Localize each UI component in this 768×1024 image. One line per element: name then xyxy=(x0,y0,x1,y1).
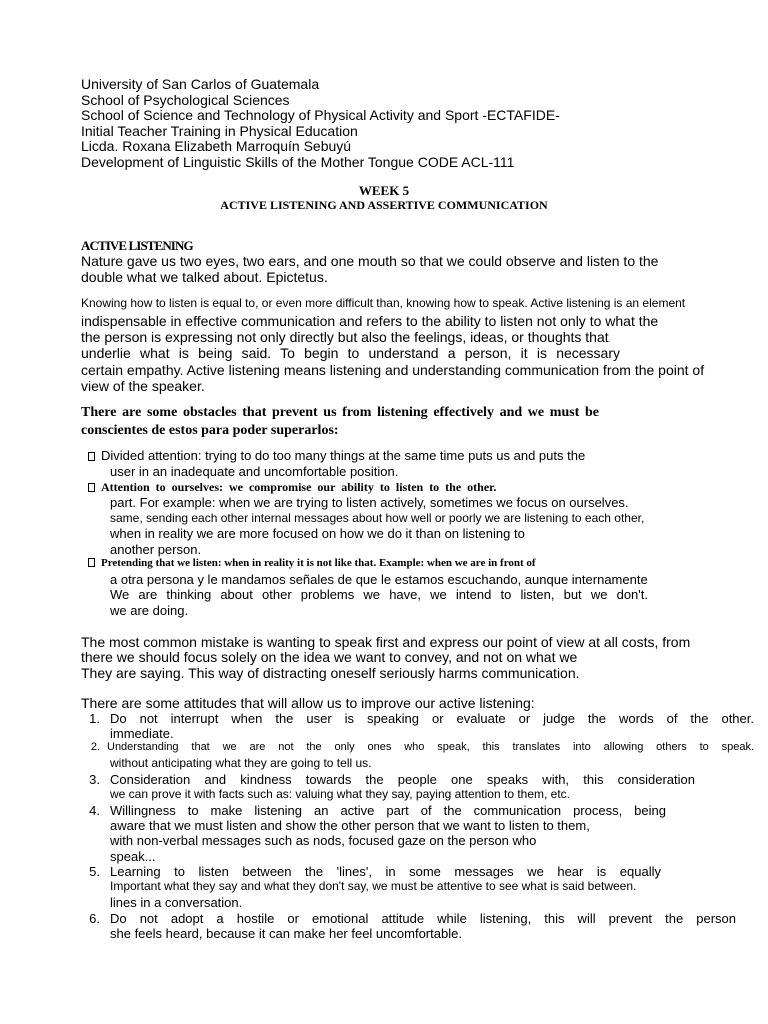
document-subtitle: ACTIVE LISTENING AND ASSERTIVE COMMUNICATION xyxy=(220,198,548,212)
checkbox-icon xyxy=(88,452,95,461)
obstacle-ourselves-line: another person. xyxy=(110,542,202,557)
attitude-line: immediate. xyxy=(110,726,174,741)
obstacle-pretending-heading: Pretending that we listen: when in reality it is not like that. Example: when we are in front of xyxy=(101,557,536,569)
obstacles-heading-line: conscientes de estos para poder superarlos: xyxy=(81,423,339,438)
intro-line: underlie what is being said. To begin to understand a person, it is necessary xyxy=(81,346,620,361)
attitude-line: with non-verbal messages such as nods, focused gaze on the person who xyxy=(110,833,537,848)
attitude-line: Important what they say and what they don't say, we must be attentive to see what is said between. xyxy=(110,879,637,893)
attitude-line: Willingness to make listening an active part of the communication process, being xyxy=(110,804,666,818)
intro-line: certain empathy. Active listening means listening and understanding communication from the point of xyxy=(81,362,705,378)
obstacle-ourselves xyxy=(88,481,496,493)
list-number: 4. xyxy=(89,803,100,818)
obstacle-ourselves-line: same, sending each other internal messages about how well or poorly we are listening to each other, xyxy=(110,511,645,525)
obstacle-divided xyxy=(88,449,585,462)
header-sub-school: School of Science and Technology of Physical Activity and Sport -ECTAFIDE- xyxy=(81,107,560,123)
obstacle-pretending-line: we are doing. xyxy=(110,603,189,618)
attitude-line: Do not adopt a hostile or emotional attitude while listening, this will prevent the person xyxy=(110,912,736,926)
header-university: University of San Carlos of Guatemala xyxy=(81,76,320,92)
mistake-line: there we should focus solely on the idea we want to convey, and not on what we xyxy=(81,649,578,665)
attitude-line: she feels heard, because it can make her feel uncomfortable. xyxy=(110,926,462,941)
obstacle-pretending xyxy=(88,558,536,569)
week-title: WEEK 5 xyxy=(358,183,410,198)
attitude-line: Do not interrupt when the user is speaking or evaluate or judge the words of the other. xyxy=(110,712,754,726)
intro-line: indispensable in effective communication and refers to the ability to listen not only to what the xyxy=(81,313,659,329)
section-heading: ACTIVE LISTENING xyxy=(81,238,193,253)
header-course: Development of Linguistic Skills of the Mother Tongue CODE ACL-111 xyxy=(81,154,515,170)
list-number: 1. xyxy=(89,711,100,726)
list-number: 3. xyxy=(89,772,100,787)
obstacle-ourselves-line: part. For example: when we are trying to listen actively, sometimes we focus on ourselves. xyxy=(110,495,629,510)
obstacle-divided-line: user in an inadequate and uncomfortable position. xyxy=(110,464,399,479)
intro-line: view of the speaker. xyxy=(81,378,205,394)
list-number: 2. xyxy=(90,741,100,753)
obstacle-pretending-line: a otra persona y le mandamos señales de que le estamos escuchando, aunque internamente xyxy=(110,572,648,587)
attitude-line: without anticipating what they are going to tell us. xyxy=(110,756,372,770)
quote-line: double what we talked about. Epictetus. xyxy=(81,269,328,285)
checkbox-icon xyxy=(88,558,95,567)
attitude-line: lines in a conversation. xyxy=(110,895,243,910)
attitude-line: aware that we must listen and show the other person that we want to listen to them, xyxy=(110,818,590,833)
attitudes-intro: There are some attitudes that will allow us to improve our active listening: xyxy=(81,695,535,711)
mistake-line: The most common mistake is wanting to speak first and express our point of view at all costs, from xyxy=(81,634,691,650)
intro-line: the person is expressing not only directly but also the feelings, ideas, or thoughts that xyxy=(81,329,609,345)
attitude-line: Understanding that we are not the only ones who speak, this translates into allowing others to speak. xyxy=(107,742,754,753)
quote-line: Nature gave us two eyes, two ears, and one mouth so that we could observe and listen to the xyxy=(81,253,659,269)
attitude-line: speak... xyxy=(110,849,156,864)
attitude-line: Consideration and kindness towards the people one speaks with, this consideration xyxy=(110,773,695,787)
header-school: School of Psychological Sciences xyxy=(81,92,290,108)
list-number: 5. xyxy=(89,864,100,879)
obstacle-ourselves-heading: Attention to ourselves: we compromise our ability to listen to the other. xyxy=(101,480,497,494)
obstacles-heading-line: There are some obstacles that prevent us from listening effectively and we must be xyxy=(81,406,599,420)
obstacle-ourselves-line: when in reality we are more focused on how we do it than on listening to xyxy=(110,526,525,541)
intro-small-line: Knowing how to listen is equal to, or even more difficult than, knowing how to speak. Active listening is an element xyxy=(81,296,686,310)
checkbox-icon xyxy=(88,483,95,492)
obstacle-pretending-line: We are thinking about other problems we have, we intend to listen, but we don't. xyxy=(110,588,648,602)
obstacle-divided-text: Divided attention: trying to do too many things at the same time puts us and puts the xyxy=(101,448,586,463)
attitude-line: Learning to listen between the 'lines', in some messages we hear is equally xyxy=(110,865,661,879)
list-number: 6. xyxy=(89,911,100,926)
mistake-line: They are saying. This way of distracting oneself seriously harms communication. xyxy=(81,665,580,681)
header-program: Initial Teacher Training in Physical Education xyxy=(81,123,358,139)
header-instructor: Licda. Roxana Elizabeth Marroquín Sebuyú xyxy=(81,138,352,154)
attitude-line: we can prove it with facts such as: valuing what they say, paying attention to them, etc. xyxy=(110,787,571,801)
